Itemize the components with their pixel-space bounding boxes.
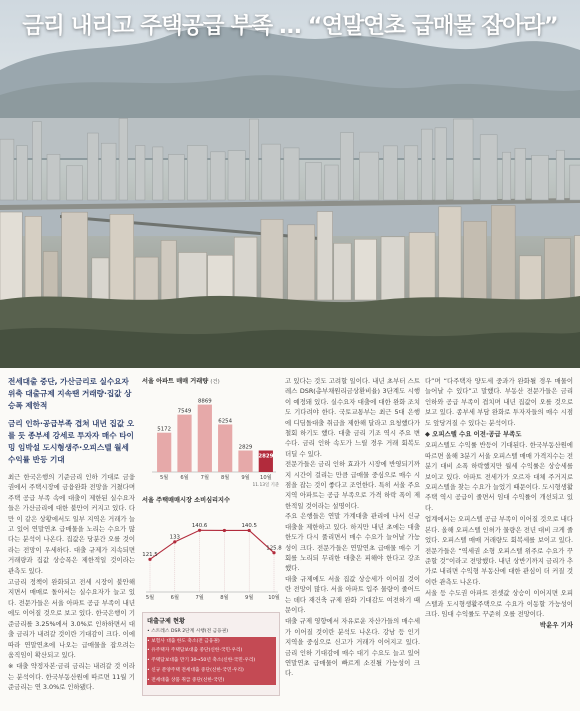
tick-label: 10월 [268, 595, 280, 601]
byline: 박윤우 기자 [539, 621, 573, 630]
headline: 금리 내리고 주택공급 부족 … “연말연초 급매물 잡아라” [22, 13, 558, 39]
tick-label: 8월 [221, 475, 230, 481]
body-paragraph: 고금리 정책이 완화되고 전세 시장이 불안해지면서 매매로 돌아서는 실수요자가 늘고 있다. 전문가들은 서울 아파트 공급 부족이 내년에도 이어질 것으로 보고 있다. 한국은행이 기준금리를 3.25%에서 3.0%로 인하하면서 대출 금리가 내려갈 것이란 기대감이 크다. 이에 따라 연말연초에 나오는 급매물을 잡으려는 움직임이 확산되고 있다. [8, 578, 135, 659]
tick-label: 7월 [200, 475, 209, 481]
chart1-title-text: 서울 아파트 매매 거래량 [142, 378, 209, 385]
data-label: 140.6 [191, 522, 208, 529]
tick-label: 9월 [245, 595, 254, 601]
annotation: 11.13일 기준 [252, 483, 280, 488]
data-label: 133 [169, 534, 180, 541]
article [0, 368, 580, 711]
policy-item: • 주택담보대출 만기 30→50년 축소(신한·국민·우리) [147, 656, 276, 666]
tick-label: 9월 [241, 475, 250, 481]
body-paragraph: 최근 한국은행의 기준금리 인하 기대로 금융권에서 주택시장에 금융완화 전망을 거쳤다며 주택 공급 부족 속에 대출이 제한된 실수요자들은 가산금리에 대한 불만이 커지고 있다. 다만 이 같은 상황에서도 일부 지역은 거래가 늘고 있어 연말연초 급매물을 노리는 수요가 많다는 분석이 나온다. 집값은 당분간 오를 것이라는 전망이 우세하다. 대출 규제가 지속되면 거래량과 집값 상승폭은 제한적일 것이라는 관측도 있다. [8, 473, 135, 575]
data-label: 121.5 [142, 551, 158, 558]
body-paragraph: 서울 등 수도권 아파트 전셋값 상승이 이어지면 오피스텔과 도시형생활주택으로 수요가 이동할 가능성이 크다. 임대 수익률도 꾸준히 오를 전망이다. [425, 589, 573, 618]
policy-item: • 보험사 대출 한도 축소(전 금융권) [147, 637, 276, 647]
data-label: 5172 [157, 426, 172, 433]
tick-label: 7월 [195, 595, 204, 601]
data-point [198, 529, 201, 532]
subheads [8, 376, 135, 466]
tick-label: 5월 [160, 475, 169, 481]
infographic [140, 372, 282, 708]
data-point [248, 529, 251, 532]
policy-list [143, 627, 279, 688]
data-label: 6254 [218, 418, 233, 425]
body-paragraph: 대출 규제 영향에서 자유로운 자산가들의 매수세가 이어질 것이란 분석도 나온다. 강남 등 인기 지역을 중심으로 신고가 거래가 이어지고 있다. 금리 인하 기대감에 매수 대기 수요도 늘고 있어 연말연초 급매물이 빠르게 소진될 가능성이 크다. [285, 617, 420, 678]
body-paragraph: 업계에서는 오피스텔 공급 부족이 이어질 것으로 내다본다. 올해 오피스텔 인허가 물량은 전년 대비 크게 줄었다. 오피스텔 매매 거래량도 회복세를 보이고 있다. 전문가들은 “역세권 소형 오피스텔 위주로 수요가 꾸준할 것”이라고 전망했다. 내년 상반기까지 금리가 추가로 내리면 수익형 부동산에 대한 관심이 더 커질 것이란 관측도 나온다. [425, 515, 573, 586]
policy-item: • 전세대출 상품 취급 중단(신한·국민) [147, 676, 276, 686]
body-paragraph: 다”며 “다주택자 양도세 중과가 완화될 경우 매물이 늘어날 수 있다”고 말했다. 부동산 전문가들은 금리 인하와 공급 부족이 겹치며 내년 집값이 오를 것으로 보고 있다. 종부세 부담 완화로 투자자들의 매수 시점도 앞당겨질 수 있다는 분석이다. [425, 377, 573, 427]
chart2-title [142, 495, 230, 504]
bar [238, 450, 252, 472]
data-label: 7549 [177, 408, 192, 415]
tick-label: 6월 [170, 595, 179, 601]
policy-box [142, 612, 280, 696]
data-label: 2829 [238, 444, 253, 451]
chart1-unit: (건) [210, 379, 220, 385]
tick-label: 5월 [145, 595, 155, 601]
bar [157, 433, 171, 472]
data-point [148, 558, 151, 561]
policy-box-title: 대출규제 현황 [147, 618, 186, 625]
column-3 [285, 376, 420, 710]
section-title: ◆ 오피스텔 수요 이전·공급 부족도 [425, 430, 522, 439]
data-point [173, 540, 176, 543]
data-label: 140.5 [241, 522, 257, 529]
data-label: 2829 [258, 453, 274, 460]
subhead-2: 금리 인하·공급부족 겹쳐 내년 집값 오를 듯 종부세 강세로 투자자 매수 타이밍 임박설 도시형생주·오피스텔 월세수익률 반등 기대 [8, 419, 135, 464]
column-4 [425, 376, 573, 710]
data-point [223, 529, 226, 532]
tick-label: 8월 [220, 595, 229, 601]
policy-item: • 유주택자 주택담보대출 중단(신한·국민·우리) [147, 646, 276, 656]
body-paragraph: 고 있다는 것도 고려할 일이다. 내년 초부터 스트레스 DSR(총부채원리금상환비율) 3단계도 시행이 예정돼 있다. 실수요자 대출에 대한 완화 조치도 기다려야 한다. 국토교통부는 최근 5대 은행에 디딤돌대출 취급을 제한해 달라고 요청했다가 철회 하기도 했다. 대출 금리 기조 역시 주요 변수다. 금리 인하 속도가 느릴 경우 거래 회복도 더딜 수 있다. 전문가들은 금리 인하 효과가 시장에 반영되기까지 시간이 걸리는 만큼 급매물 중심으로 매수 시점을 잡는 것이 좋다고 조언한다. 특히 서울 주요 지역 아파트는 공급 부족으로 가격 하락 폭이 제한적일 것이라는 설명이다. 주요 은행들은 연말 가계대출 관리에 나서 신규 대출을 제한하고 있다. 하지만 내년 초에는 대출 한도가 다시 풀리면서 매수 수요가 늘어날 가능성이 크다. 전문가들은 연말연초 급매물 매수 기회를 노리되 무리한 대출은 피해야 한다고 강조했다. 대출 규제에도 서울 집값 상승세가 이어질 것이란 전망이 많다. 서울 아파트 입주 물량이 줄어드는 데다 재건축 규제 완화 기대감도 여전하기 때문이다. [285, 377, 420, 614]
data-point [272, 551, 275, 554]
column-1 [8, 376, 135, 710]
tick-label: 10월 [260, 475, 272, 481]
policy-item: • 스트레스 DSR 2단계 시행(전 금융권) [147, 629, 229, 634]
bar [198, 405, 212, 472]
bar [177, 415, 191, 472]
chart1-bar-chart [140, 386, 282, 492]
chart1-title [142, 376, 220, 385]
body-paragraph: 오피스텔도 수익률 반등이 기대된다. 한국부동산원에 따르면 올해 3분기 서울 오피스텔 매매 가격지수는 전분기 대비 소폭 하락했지만 월세 수익률은 상승세를 보이고 있다. 아파트 전세가가 오르자 대체 주거지로 오피스텔을 찾는 수요가 늘었기 때문이다. 도시형생활주택 역시 공급이 줄면서 임대 수익률이 개선되고 있다. [425, 441, 573, 512]
body-paragraph: ※ 대출 약정자본·금리 금리는 내려갈 것 이라는 분석이다. 한국부동산원에 따르면 11월 기준금리는 연 3.0%로 인하됐다. [8, 662, 135, 692]
subhead-1: 전세대출 중단, 가산금리로 실수요자 위축 대출규제 지속땐 거래량·집값 상승폭 제한적 [8, 377, 132, 410]
data-label: 125.8 [266, 545, 282, 552]
chart2-title-text: 서울 주택매매시장 소비심리지수 [142, 497, 230, 504]
tick-label: 6월 [180, 475, 189, 481]
chart2-line-chart [140, 504, 282, 606]
data-label: 8869 [197, 398, 212, 405]
policy-item: • 신규 분양주택 전세대출 중단(신한·국민·우리) [147, 666, 276, 676]
bar [218, 424, 232, 472]
series-line [150, 530, 274, 559]
